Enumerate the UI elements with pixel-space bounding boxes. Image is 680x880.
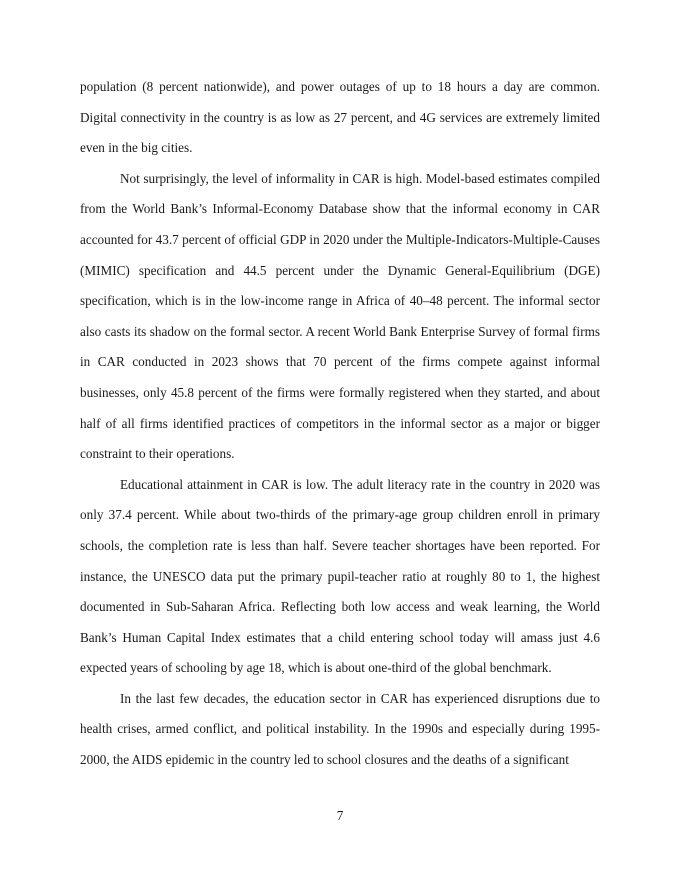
paragraph-informality: Not surprisingly, the level of informality in CAR is high. Model-based estimates compiled from the World Bank’s Informal-Economy Database show that the informal economy in CAR accounted for 43.7 percent of official GDP in 2020 under the Multiple-Indicators-Multiple-Causes (MIMIC) specification and 44.5 percent under the Dynamic General-Equilibrium (DGE) specification, which is in the low-income range in Africa of 40–48 percent. The informal sector also casts its shadow on the formal sector. A recent World Bank Enterprise Survey of formal firms in CAR conducted in 2023 shows that 70 percent of the firms compete against informal businesses, only 45.8 percent of the firms were formally registered when they started, and about half of all firms identified practices of competitors in the informal sector as a major or bigger constraint to their operations. <box>80 170 600 462</box>
page-number: 7 <box>336 808 344 823</box>
paragraph-continuation: population (8 percent nationwide), and power outages of up to 18 hours a day are common. Digital connectivity in the country is as low as 27 percent, and 4G services are extremely limited even in the big cities. <box>80 79 600 156</box>
paragraph-education: Educational attainment in CAR is low. The adult literacy rate in the country in 2020 was only 37.4 percent. While about two-thirds of the primary-age group children enroll in primary schools, the completion rate is less than half. Severe teacher shortages have been reported. For instance, the UNESCO data put the primary pupil-teacher ratio at roughly 80 to 1, the highest documented in Sub-Saharan Africa. Reflecting both low access and weak learning, the World Bank’s Human Capital Index estimates that a child entering school today will amass just 4.6 expected years of schooling by age 18, which is about one-third of the global benchmark. <box>80 476 600 676</box>
body-text <box>80 72 600 776</box>
paragraph-disruptions: In the last few decades, the education sector in CAR has experienced disruptions due to health crises, armed conflict, and political instability. In the 1990s and especially during 1995-2000, the AIDS epidemic in the country led to school closures and the deaths of a significant <box>80 690 600 768</box>
